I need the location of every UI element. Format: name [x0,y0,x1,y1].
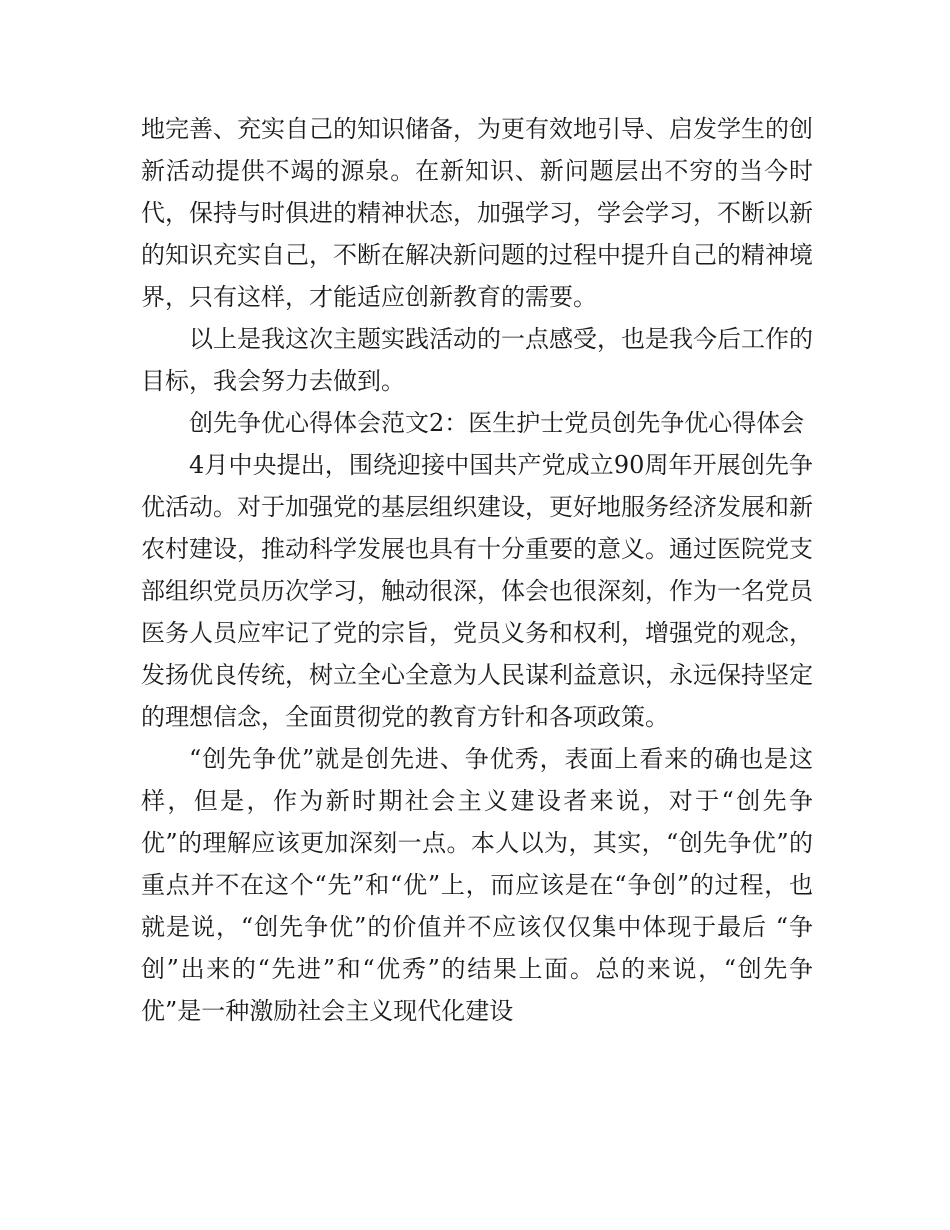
paragraph-background: 4月中央提出，围绕迎接中国共产党成立90周年开展创先争优活动。对于加强党的基层组织建设，更好地服务经济发展和新农村建设，推动科学发展也具有十分重要的意义。通过医院党支部组织党员历次学习，触动很深，体会也很深刻，作为一名党员医务人员应牢记了党的宗旨，党员义务和权利，增强党的观念，发扬优良传统，树立全心全意为人民谋利益意识，永远保持坚定的理想信念，全面贯彻党的教育方针和各项政策。 [141,451,813,731]
paragraph-continuation: 地完善、充实自己的知识储备，为更有效地引导、启发学生的创新活动提供不竭的源泉。在新知识、新问题层出不穷的当今时代，保持与时俱进的精神状态，加强学习，学会学习，不断以新的知识充实自己，不断在解决新问题的过程中提升自己的精神境界，只有这样，才能适应创新教育的需要。 [141,115,813,311]
paragraph-meaning: “创先争优”就是创先进、争优秀，表面上看来的确也是这样，但是，作为新时期社会主义建设者来说，对于“创先争优”的理解应该更加深刻一点。本人以为，其实，“创先争优”的重点并不在这个“先”和“优”上，而应该是在“争创”的过程，也就是说，“创先争优”的价值并不应该仅仅集中体现于最后 “争创”出来的“先进”和“优秀”的结果上面。总的来说，“创先争优”是一种激励社会主义现代化建设 [141,745,813,1025]
section-heading: 创先争优心得体会范文2：医生护士党员创先争优心得体会 [189,409,805,437]
paragraph-reflection: 以上是我这次主题实践活动的一点感受，也是我今后工作的目标，我会努力去做到。 [141,325,813,395]
document-body [141,108,813,1032]
